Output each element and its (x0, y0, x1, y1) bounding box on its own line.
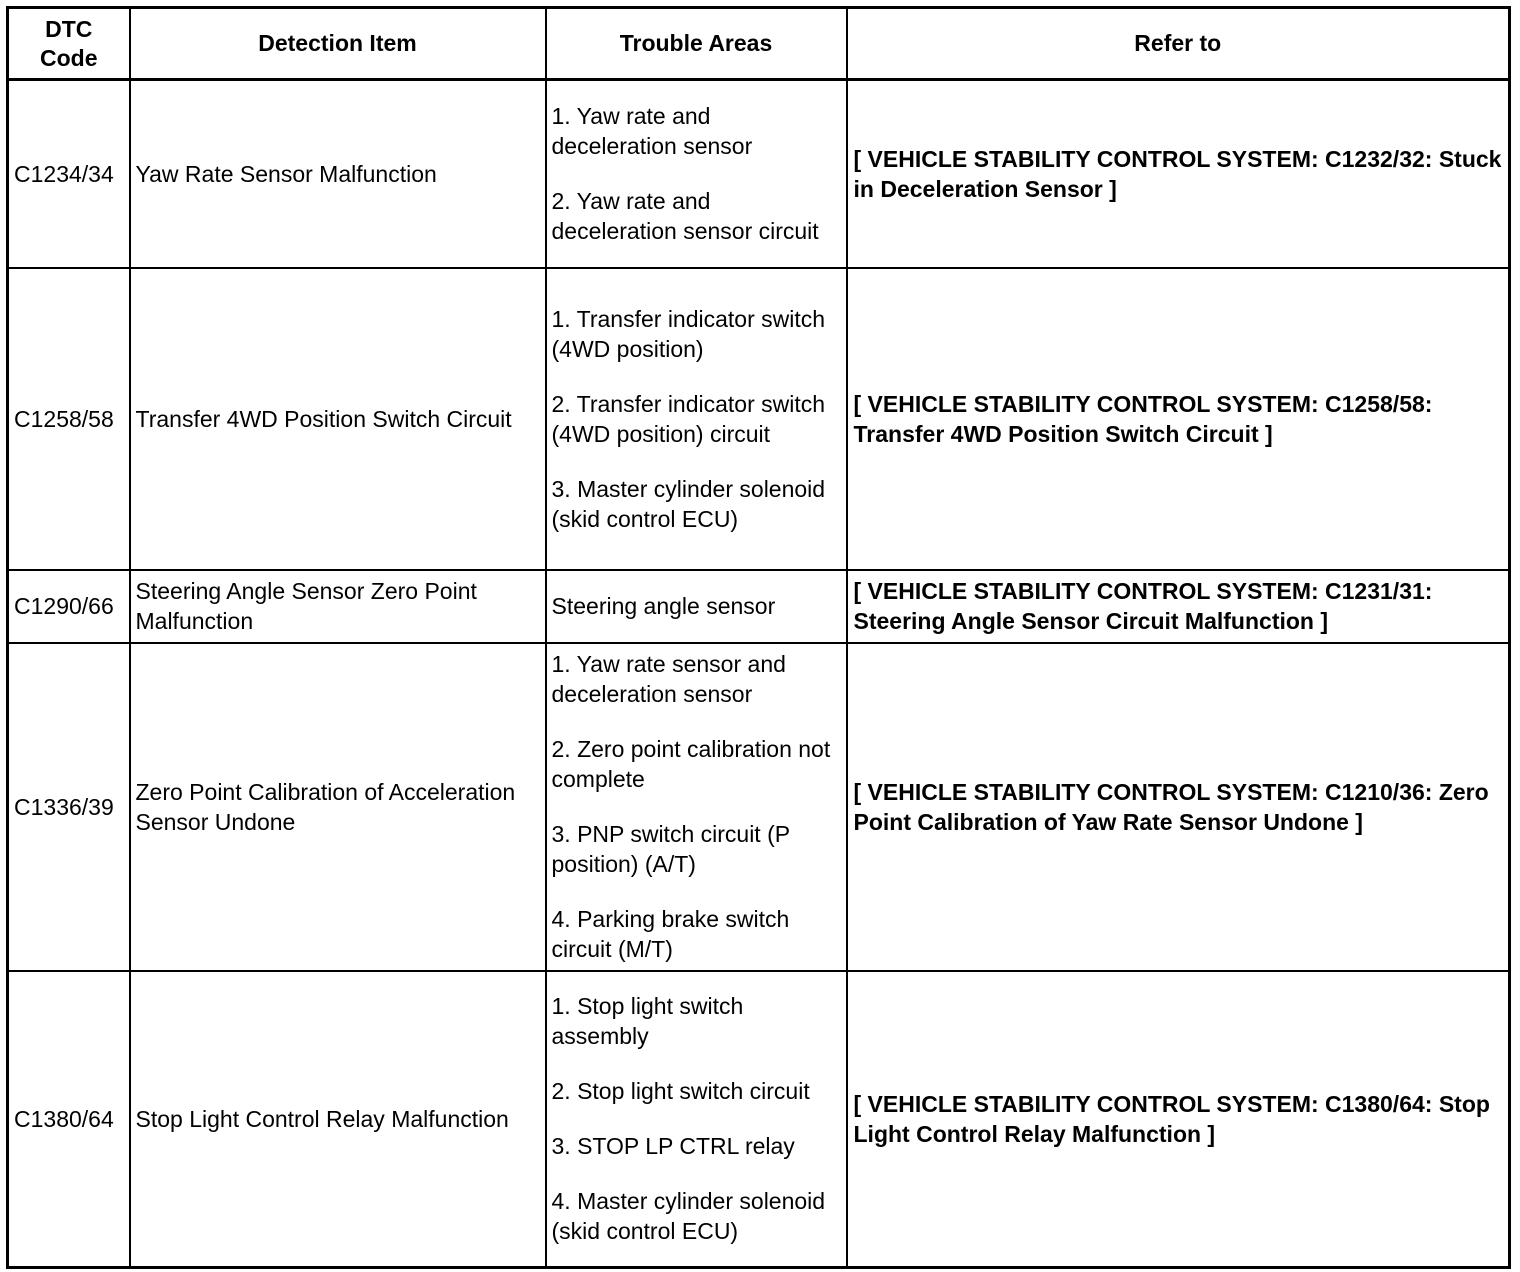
header-row (8, 8, 1510, 80)
header-detection-item: Detection Item (130, 8, 546, 80)
trouble-area-item: 3. PNP switch circuit (P position) (A/T) (551, 821, 790, 877)
header-dtc-code: DTC Code (8, 8, 130, 80)
trouble-area-item: 2. Transfer indicator switch (4WD position) circuit (551, 390, 826, 447)
trouble-area-item: 4. Master cylinder solenoid (skid control ECU) (551, 1188, 826, 1245)
trouble-area-item: 3. STOP LP CTRL relay (551, 1133, 795, 1160)
trouble-areas-cell (546, 570, 847, 643)
refer-to-link[interactable]: [ VEHICLE STABILITY CONTROL SYSTEM: C1232/32: Stuck in Deceleration Sensor ] (847, 80, 1510, 268)
trouble-areas-cell (546, 643, 847, 971)
trouble-area-item: 1. Transfer indicator switch (4WD position) (551, 305, 826, 362)
table-row (8, 80, 1510, 268)
trouble-area-item: 2. Zero point calibration not complete (551, 736, 831, 792)
refer-to-link[interactable]: [ VEHICLE STABILITY CONTROL SYSTEM: C1258/58: Transfer 4WD Position Switch Circuit ] (847, 268, 1510, 570)
header-refer-to: Refer to (847, 8, 1510, 80)
refer-to-link[interactable]: [ VEHICLE STABILITY CONTROL SYSTEM: C1210/36: Zero Point Calibration of Yaw Rate Sensor Undone ] (847, 643, 1510, 971)
detection-item-cell: Transfer 4WD Position Switch Circuit (130, 268, 546, 570)
dtc-code-cell: C1290/66 (8, 570, 130, 643)
dtc-code-cell: C1258/58 (8, 268, 130, 570)
trouble-areas-cell (546, 971, 847, 1268)
trouble-area-item: 1. Stop light switch assembly (551, 993, 744, 1050)
detection-item-cell: Yaw Rate Sensor Malfunction (130, 80, 546, 268)
table-row (8, 971, 1510, 1268)
trouble-areas-cell (546, 80, 847, 268)
detection-item-cell: Steering Angle Sensor Zero Point Malfunction (130, 570, 546, 643)
trouble-area-item: 2. Stop light switch circuit (551, 1078, 810, 1105)
detection-item-cell: Zero Point Calibration of Acceleration Sensor Undone (130, 643, 546, 971)
trouble-area-item: 4. Parking brake switch circuit (M/T) (551, 906, 790, 962)
trouble-area-item: 1. Yaw rate sensor and deceleration sensor (551, 651, 786, 707)
dtc-code-cell: C1380/64 (8, 971, 130, 1268)
dtc-code-cell: C1234/34 (8, 80, 130, 268)
refer-to-link[interactable]: [ VEHICLE STABILITY CONTROL SYSTEM: C1380/64: Stop Light Control Relay Malfunction ] (847, 971, 1510, 1268)
dtc-table (6, 6, 1511, 1269)
header-trouble-areas: Trouble Areas (546, 8, 847, 80)
trouble-area-item: 2. Yaw rate and deceleration sensor circuit (551, 188, 819, 245)
trouble-area-item: Steering angle sensor (551, 593, 776, 619)
table-row (8, 268, 1510, 570)
trouble-area-item: 1. Yaw rate and deceleration sensor (551, 103, 753, 160)
refer-to-link[interactable]: [ VEHICLE STABILITY CONTROL SYSTEM: C1231/31: Steering Angle Sensor Circuit Malfunction ] (847, 570, 1510, 643)
table-row (8, 643, 1510, 971)
table-row (8, 570, 1510, 643)
detection-item-cell: Stop Light Control Relay Malfunction (130, 971, 546, 1268)
dtc-code-cell: C1336/39 (8, 643, 130, 971)
trouble-area-item: 3. Master cylinder solenoid (skid control ECU) (551, 475, 826, 532)
trouble-areas-cell (546, 268, 847, 570)
